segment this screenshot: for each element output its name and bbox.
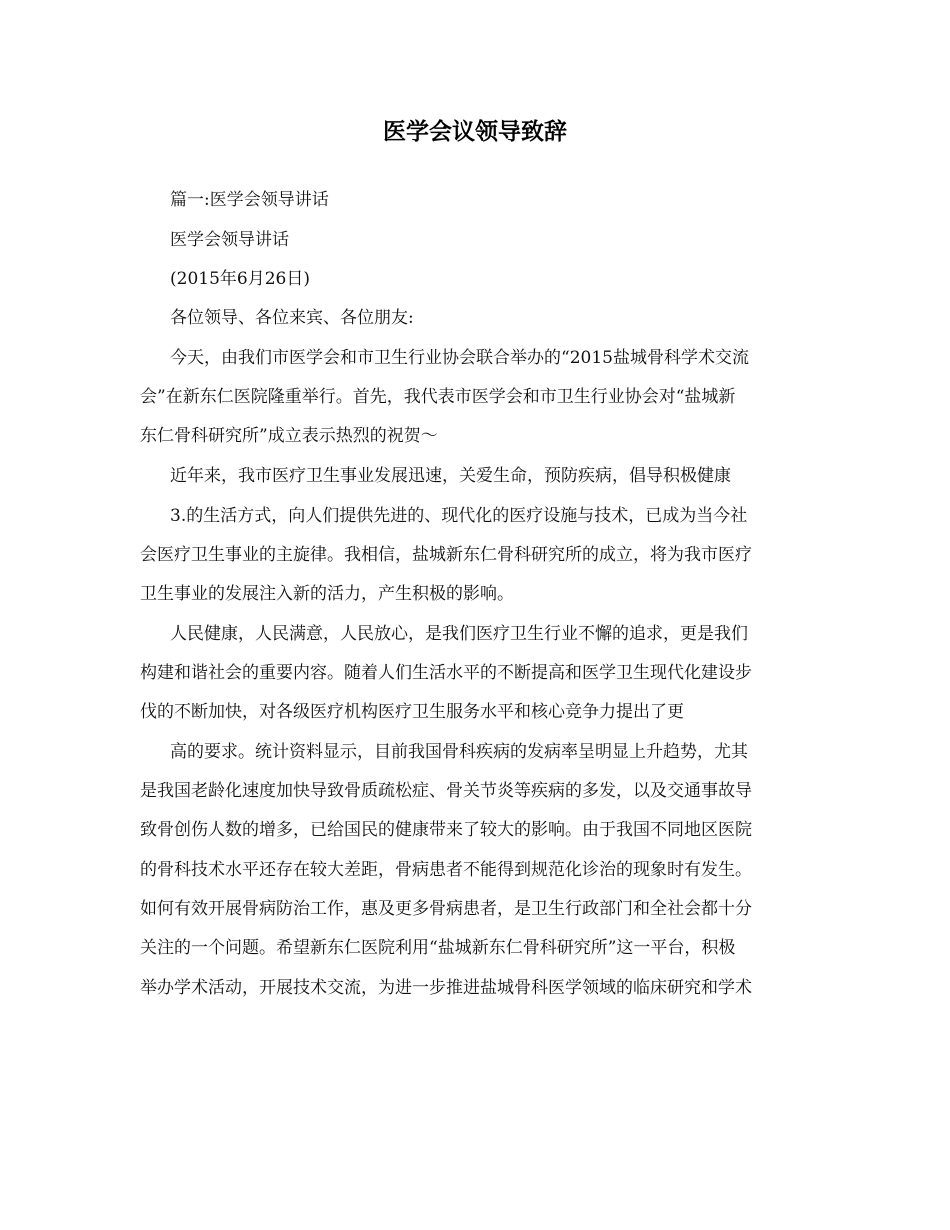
paragraph-line: 关注的一个问题。希望新东仁医院利用“盐城新东仁骨科研究所”这一平台，积极 (140, 938, 736, 958)
paragraph-line: 伐的不断加快，对各级医疗机构医疗卫生服务水平和核心竞争力提出了更 (140, 702, 684, 722)
paragraph-line: 会”在新东仁医院隆重举行。首先，我代表市医学会和市卫生行业协会对“盐城新 (140, 387, 736, 407)
paragraph-line: 举办学术活动，开展技术交流，为进一步推进盐城骨科医学领域的临床研究和学术 (140, 978, 752, 998)
speech-title: 医学会领导讲话 (170, 230, 289, 250)
paragraph-line: 人民健康，人民满意，人民放心，是我们医疗卫生行业不懈的追求，更是我们 (170, 624, 748, 644)
paragraph-line: 构建和谐社会的重要内容。随着人们生活水平的不断提高和医学卫生现代化建设步 (140, 663, 752, 683)
paragraph-line: 会医疗卫生事业的主旋律。我相信，盐城新东仁骨科研究所的成立，将为我市医疗 (140, 545, 752, 565)
paragraph-line: 是我国老龄化速度加快导致骨质疏松症、骨关节炎等疾病的多发，以及交通事故导 (140, 781, 752, 801)
salutation: 各位领导、各位来宾、各位朋友: (170, 308, 414, 328)
paragraph-line: 的骨科技术水平还存在较大差距，骨病患者不能得到规范化诊治的现象时有发生。 (140, 860, 752, 880)
paragraph-line: 致骨创伤人数的增多，已给国民的健康带来了较大的影响。由于我国不同地区医院 (140, 820, 752, 840)
paragraph-line: 今天，由我们市医学会和市卫生行业协会联合举办的“2015盐城骨科学术交流 (170, 348, 749, 368)
speech-date: (2015年6月26日) (170, 269, 310, 289)
paragraph-line: 卫生事业的发展注入新的活力，产生积极的影响。 (140, 584, 514, 604)
paragraph-line: 近年来，我市医疗卫生事业发展迅速，关爱生命，预防疾病，倡导积极健康 (170, 466, 731, 486)
paragraph-line: 3.的生活方式，向人们提供先进的、现代化的医疗设施与技术，已成为当今社 (170, 506, 748, 526)
paragraph-line: 如何有效开展骨病防治工作，惠及更多骨病患者，是卫生行政部门和全社会都十分 (140, 899, 752, 919)
document-title: 医学会议领导致辞 (383, 118, 567, 145)
section-heading: 篇一:医学会领导讲话 (170, 190, 329, 210)
paragraph-line: 东仁骨科研究所”成立表示热烈的祝贺～ (140, 426, 438, 446)
paragraph-line: 高的要求。统计资料显示，目前我国骨科疾病的发病率呈明显上升趋势，尤其 (170, 742, 748, 762)
